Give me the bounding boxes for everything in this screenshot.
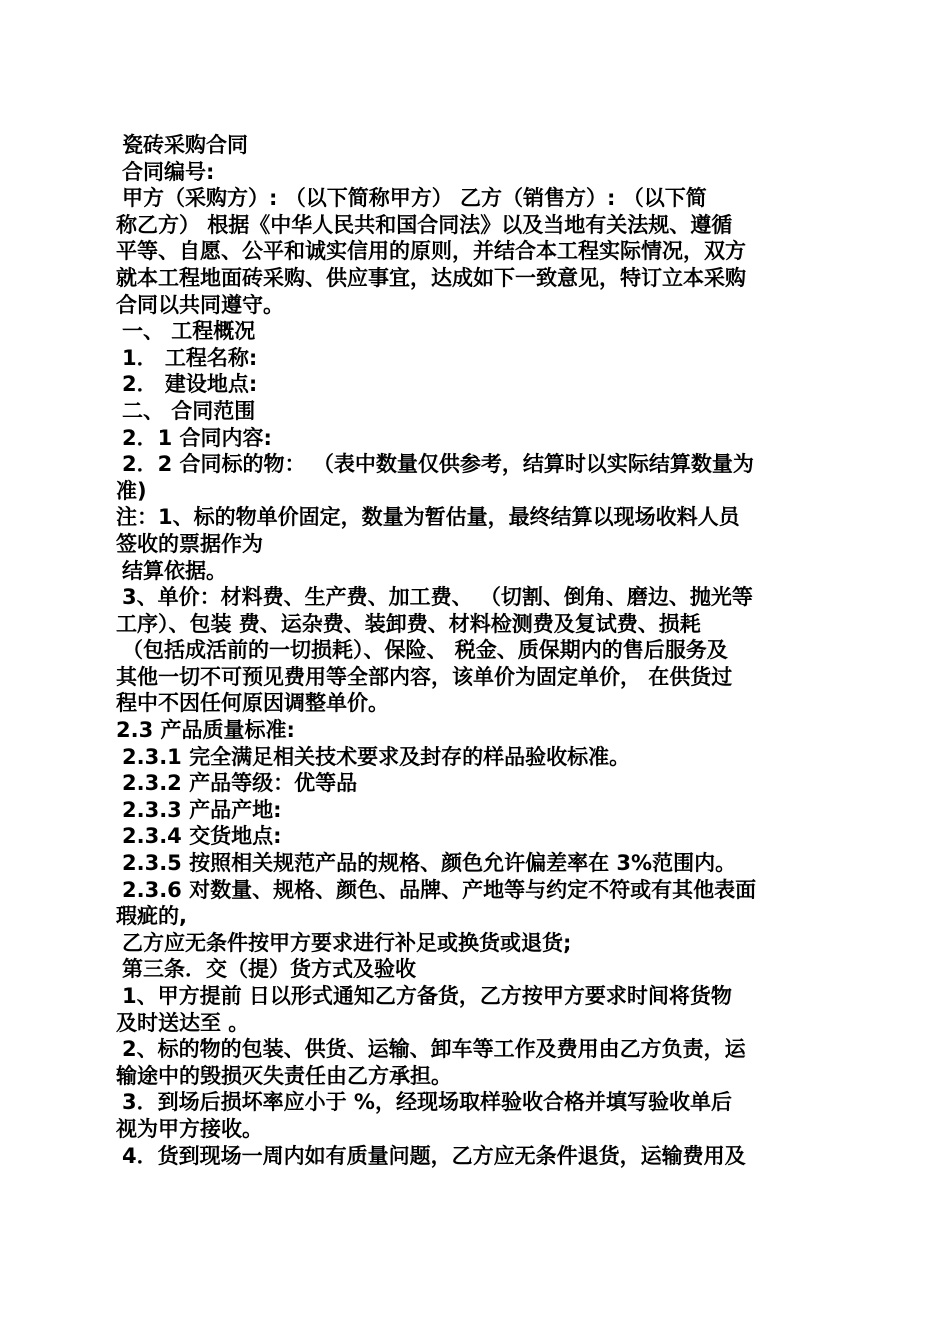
text-line: 3、单价：材料费、生产费、加工费、 （切割、倒角、磨边、抛光等 xyxy=(122,585,753,610)
text-line: 乙方应无条件按甲方要求进行补足或换货或退货; xyxy=(122,930,572,955)
text-line: 称乙方） 根据《中华人民共和国合同法》以及当地有关法规、遵循 xyxy=(116,212,733,237)
text-line: 合同以共同遵守。 xyxy=(116,292,284,317)
text-line: 及时送达至 。 xyxy=(116,1010,250,1035)
text-line: 签收的票据作为 xyxy=(116,531,263,556)
text-line: 合同编号: xyxy=(122,159,215,184)
text-line: 1、甲方提前 日以形式通知乙方备货，乙方按甲方要求时间将货物 xyxy=(122,984,732,1008)
text-line: 就本工程地面砖采购、供应事宜，达成如下一致意见，特订立本采购 xyxy=(116,265,746,290)
text-line: 4．货到现场一周内如有质量问题，乙方应无条件退货，运输费用及 xyxy=(122,1143,746,1168)
text-line: 视为甲方接收。 xyxy=(116,1116,263,1141)
text-line: 2．2 合同标的物： （表中数量仅供参考，结算时以实际结算数量为 xyxy=(122,452,754,477)
text-line: 瑕疵的, xyxy=(116,904,187,929)
text-line: 注：1、标的物单价固定，数量为暂估量，最终结算以现场收料人员 xyxy=(116,505,740,530)
text-line: 输途中的毁损灭失责任由乙方承担。 xyxy=(116,1063,452,1088)
text-line: 准) xyxy=(116,478,147,503)
text-line: 2．1 合同内容: xyxy=(122,425,272,450)
text-line: （包括成活前的一切损耗）、保险、 税金、质保期内的售后服务及 xyxy=(122,638,728,663)
text-line: 第三条．交（提）货方式及验收 xyxy=(122,957,416,982)
text-line: 其他一切不可预见费用等全部内容，该单价为固定单价， 在供货过 xyxy=(116,664,733,689)
text-line: 2.3.5 按照相关规范产品的规格、颜色允许偏差率在 3%范围内。 xyxy=(122,851,737,876)
text-line: 2.3.1 完全满足相关技术要求及封存的样品验收标准。 xyxy=(122,744,631,769)
text-line: 1． 工程名称: xyxy=(122,345,258,370)
text-line: 2.3.2 产品等级：优等品 xyxy=(122,771,358,796)
text-line: 平等、自愿、公平和诚实信用的原则，并结合本工程实际情况，双方 xyxy=(116,239,746,264)
text-line: 2、标的物的包装、供货、运输、卸车等工作及费用由乙方负责，运 xyxy=(122,1037,746,1062)
text-line: 二、 合同范围 xyxy=(122,398,256,423)
text-line: 2． 建设地点: xyxy=(122,372,258,397)
text-line: 工序）、包装 费、运杂费、装卸费、材料检测费及复试费、损耗 xyxy=(116,611,701,636)
text-line: 2.3 产品质量标准: xyxy=(116,718,295,743)
text-line: 2.3.4 交货地点: xyxy=(122,824,282,849)
text-line: 程中不因任何原因调整单价。 xyxy=(116,691,389,716)
text-line: 2.3.3 产品产地: xyxy=(122,797,282,822)
text-line: 结算依据。 xyxy=(122,558,227,583)
text-line: 3．到场后损坏率应小于 %，经现场取样验收合格并填写验收单后 xyxy=(122,1090,732,1115)
text-line: 2.3.6 对数量、规格、颜色、品牌、产地等与约定不符或有其他表面 xyxy=(122,877,757,902)
text-line: 甲方（采购方）: （以下简称甲方） 乙方（销售方）: （以下简 xyxy=(122,186,707,211)
contract-document xyxy=(116,132,838,1169)
text-line: 一、 工程概况 xyxy=(122,319,256,344)
document-title: 瓷砖采购合同 xyxy=(122,133,248,157)
